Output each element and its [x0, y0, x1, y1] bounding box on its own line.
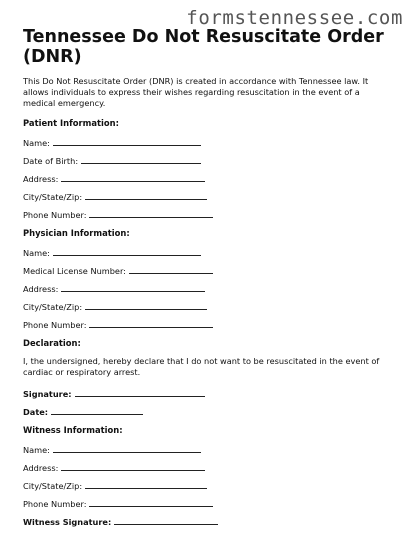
signature-field [23, 387, 393, 398]
patient-name-field [23, 136, 393, 147]
declaration-text: I, the undersigned, hereby declare that I do not want to be resuscitated in the event of cardiac or respiratory arrest. [23, 356, 380, 377]
physician-address-field [23, 282, 393, 293]
patient-dob-field [23, 154, 393, 165]
physician-phone-blank[interactable] [89, 318, 213, 328]
witness-name-field [23, 443, 393, 454]
witness-name-blank[interactable] [53, 443, 201, 453]
physician-city-field [23, 300, 393, 311]
patient-phone-field [23, 208, 393, 219]
document-title: Tennessee Do Not Resuscitate Order (DNR) [23, 27, 384, 67]
witness-city-label: City/State/Zip: [23, 481, 83, 491]
patient-phone-blank[interactable] [89, 208, 213, 218]
physician-name-field [23, 246, 393, 257]
date-label: Date: [23, 407, 49, 417]
physician-license-blank[interactable] [129, 264, 213, 274]
date-blank[interactable] [51, 405, 143, 415]
physician-name-blank[interactable] [53, 246, 201, 256]
witness-phone-blank[interactable] [89, 497, 213, 507]
declaration-heading: Declaration: [23, 338, 81, 348]
witness-address-label: Address: [23, 463, 59, 473]
patient-name-blank[interactable] [53, 136, 201, 146]
signature-label: Signature: [23, 389, 72, 399]
witness-address-blank[interactable] [61, 461, 205, 471]
patient-dob-blank[interactable] [81, 154, 201, 164]
witness-city-field [23, 479, 393, 490]
physician-license-label: Medical License Number: [23, 266, 126, 276]
patient-dob-label: Date of Birth: [23, 156, 79, 166]
physician-license-field [23, 264, 393, 275]
witness-phone-label: Phone Number: [23, 499, 87, 509]
site-watermark: formstennessee.com [186, 7, 403, 29]
date-field [23, 405, 393, 416]
patient-phone-label: Phone Number: [23, 210, 87, 220]
physician-address-label: Address: [23, 284, 59, 294]
witness-signature-blank[interactable] [114, 515, 218, 525]
dnr-form [23, 27, 393, 526]
physician-address-blank[interactable] [61, 282, 205, 292]
physician-info-heading: Physician Information: [23, 228, 130, 238]
witness-address-field [23, 461, 393, 472]
patient-info-heading: Patient Information: [23, 118, 119, 128]
patient-address-label: Address: [23, 174, 59, 184]
physician-phone-label: Phone Number: [23, 320, 87, 330]
witness-name-label: Name: [23, 445, 50, 455]
patient-city-label: City/State/Zip: [23, 192, 83, 202]
signature-blank[interactable] [75, 387, 205, 397]
physician-name-label: Name: [23, 248, 50, 258]
physician-city-label: City/State/Zip: [23, 302, 83, 312]
intro-paragraph: This Do Not Resuscitate Order (DNR) is created in accordance with Tennessee law. It allows individuals to express their wishes regarding resuscitation in the event of a medical emergency. [23, 76, 369, 108]
witness-city-blank[interactable] [85, 479, 207, 489]
witness-info-heading: Witness Information: [23, 425, 123, 435]
patient-name-label: Name: [23, 138, 50, 148]
physician-city-blank[interactable] [85, 300, 207, 310]
patient-city-blank[interactable] [85, 190, 207, 200]
physician-phone-field [23, 318, 393, 329]
patient-address-blank[interactable] [61, 172, 205, 182]
witness-signature-field [23, 515, 393, 526]
patient-city-field [23, 190, 393, 201]
witness-signature-label: Witness Signature: [23, 517, 112, 527]
witness-phone-field [23, 497, 393, 508]
patient-address-field [23, 172, 393, 183]
